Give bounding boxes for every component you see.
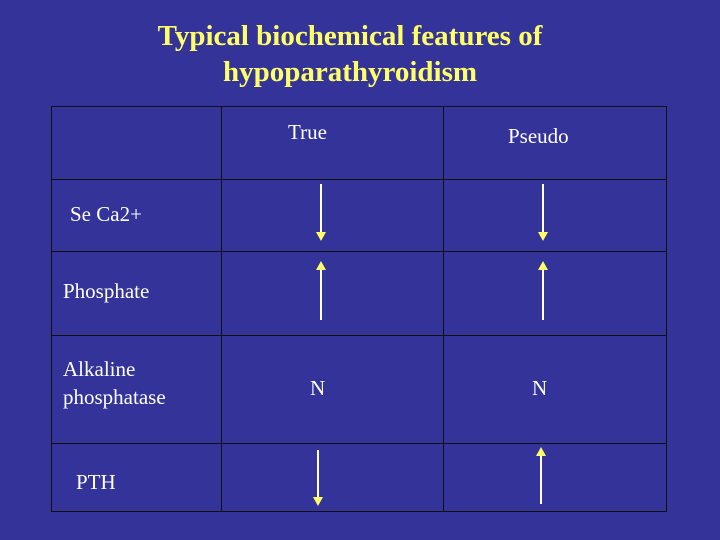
down-arrow-icon	[536, 184, 550, 242]
title-line-2: hypoparathyroidism	[222, 56, 478, 88]
up-arrow-icon	[536, 261, 550, 321]
down-arrow-icon	[311, 450, 325, 506]
row-divider	[52, 179, 666, 180]
row-divider	[52, 251, 666, 252]
row-label-alkaline: Alkaline	[63, 357, 136, 381]
row-label-se-ca: Se Ca2+	[70, 202, 142, 226]
slide-title	[0, 18, 700, 90]
down-arrow-icon	[314, 184, 328, 242]
row-label-pth: PTH	[76, 470, 116, 494]
features-table	[51, 106, 667, 512]
header-pseudo: Pseudo	[508, 124, 569, 148]
up-arrow-icon	[314, 261, 328, 321]
value-pseudo-alp: N	[532, 376, 548, 400]
column-divider	[221, 107, 222, 511]
row-label-phosphatase: phosphatase	[63, 385, 166, 409]
value-true-alp: N	[310, 376, 326, 400]
row-divider	[52, 443, 666, 444]
row-label-phosphate: Phosphate	[63, 279, 150, 303]
row-divider	[52, 335, 666, 336]
column-divider	[443, 107, 444, 511]
header-true: True	[288, 120, 327, 144]
title-line-1: Typical biochemical features of	[157, 20, 543, 52]
up-arrow-icon	[534, 447, 548, 505]
